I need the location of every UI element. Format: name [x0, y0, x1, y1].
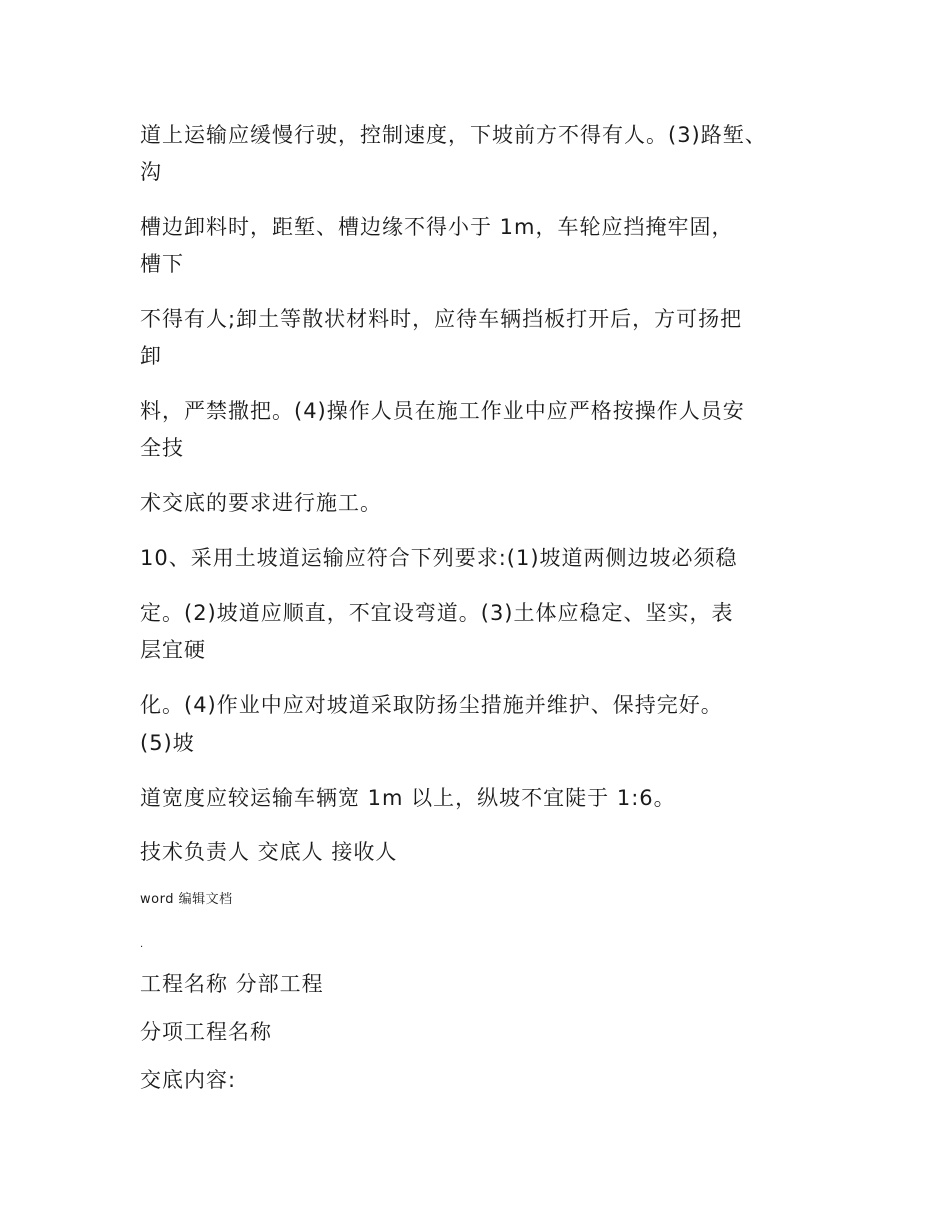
body-line: 全技: [140, 436, 184, 460]
body-line: 层宜硬: [140, 638, 206, 662]
body-line: 道上运输应缓慢行驶，控制速度，下坡前方不得有人。(3)路堑、: [140, 123, 767, 147]
body-line: 料，严禁撒把。(4)操作人员在施工作业中应严格按操作人员安: [140, 399, 745, 423]
body-line: 10、采用土坡道运输应符合下列要求:(1)坡道两侧边坡必须稳: [140, 546, 738, 570]
body-line: 不得有人;卸土等散状材料时，应待车辆挡板打开后，方可扬把: [140, 307, 743, 331]
body-line: 卸: [140, 344, 162, 368]
form-line: 分项工程名称: [140, 1020, 272, 1044]
body-line: 槽下: [140, 252, 184, 276]
body-line: 槽边卸料时，距堑、槽边缘不得小于 1m，车轮应挡掩牢固，: [140, 215, 734, 239]
footer-note: word 编辑文档: [140, 892, 233, 907]
body-line: 定。(2)坡道应顺直，不宜设弯道。(3)土体应稳定、坚实，表: [140, 601, 734, 625]
body-line: 术交底的要求进行施工。: [140, 491, 382, 515]
body-line: 沟: [140, 160, 162, 184]
body-line: 化。(4)作业中应对坡道采取防扬尘措施并维护、保持完好。: [140, 693, 723, 717]
form-line: 交底内容:: [140, 1068, 237, 1092]
body-line: (5)坡: [140, 731, 195, 755]
signature-line: 技术负责人 交底人 接收人: [140, 840, 398, 864]
form-line: 工程名称 分部工程: [140, 972, 324, 996]
separator-dot: .: [140, 939, 144, 950]
body-line: 道宽度应较运输车辆宽 1m 以上，纵坡不宜陡于 1:6。: [140, 786, 676, 810]
